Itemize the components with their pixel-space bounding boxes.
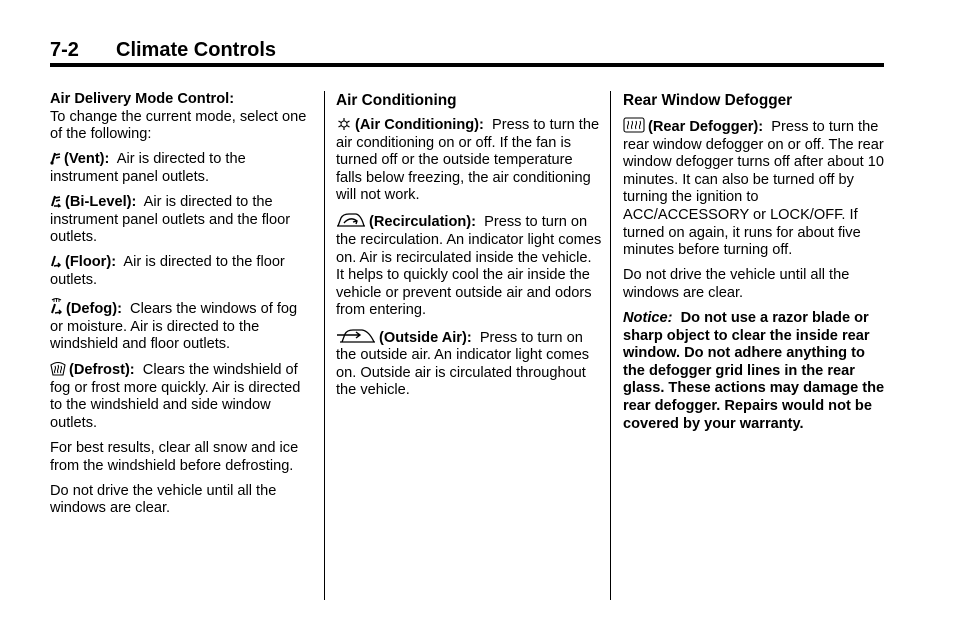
page-header bbox=[50, 38, 884, 62]
floor-text: Air is directed to the floor outlets. bbox=[50, 254, 285, 288]
column-air-conditioning bbox=[336, 91, 602, 407]
do-not-drive-paragraph: Do not drive the vehicle until all the windows are clear. bbox=[50, 482, 277, 517]
defog-label: (Defog): bbox=[66, 300, 122, 317]
notice-paragraph bbox=[623, 310, 885, 433]
defog-icon bbox=[50, 297, 63, 315]
floor-label: (Floor): bbox=[65, 254, 117, 271]
defrost-paragraph bbox=[50, 361, 314, 432]
column-divider bbox=[610, 91, 611, 600]
vent-text: Air is directed to the instrument panel outlets. bbox=[50, 151, 246, 185]
rear-defogger-icon bbox=[623, 117, 645, 133]
bilevel-label: (Bi-Level): bbox=[65, 193, 137, 210]
best-results-paragraph: For best results, clear all snow and ice from the windshield before defrosting. bbox=[50, 440, 299, 474]
floor-icon bbox=[50, 254, 62, 268]
defog-paragraph bbox=[50, 297, 314, 354]
ac-label: (Air Conditioning): bbox=[355, 117, 484, 133]
bilevel-paragraph bbox=[50, 194, 314, 247]
ac-text: Press to turn the air conditioning on or off. If the fan is turned off or the outside temperature falls below freezing, the air conditioning will not work. bbox=[336, 117, 600, 204]
outside-air-text: Press to turn on the outside air. An indicator light comes on. Outside air is circulated throughout the vehicle. bbox=[336, 329, 590, 399]
do-not-drive-paragraph: Do not drive the vehicle until all the windows are clear. bbox=[623, 267, 850, 301]
rear-defogger-label: (Rear Defogger): bbox=[648, 119, 764, 135]
ac-paragraph bbox=[336, 117, 602, 205]
notice-label: Notice: bbox=[623, 309, 673, 326]
defrost-icon bbox=[50, 361, 66, 376]
header-rule bbox=[50, 63, 884, 67]
floor-paragraph bbox=[50, 254, 314, 289]
rear-defogger-paragraph bbox=[623, 117, 885, 260]
vent-icon bbox=[50, 151, 61, 165]
bi-level-icon bbox=[50, 194, 62, 208]
recirculation-icon bbox=[336, 212, 366, 228]
rear-defogger-heading: Rear Window Defogger bbox=[623, 92, 793, 109]
rear-defogger-text: Press to turn the rear window defogger on or off. The rear window defogger turns off after about 10 minutes. It can also be turned off by turning the ignition to ACC/ACCESSORY or LOCK/OFF. If turned on again, it runs for about five minutes before turning off. bbox=[623, 119, 884, 259]
outside-air-icon bbox=[336, 328, 376, 344]
bilevel-text: Air is directed to the instrument panel outlets and the floor outlets. bbox=[50, 193, 291, 246]
vent-paragraph bbox=[50, 151, 314, 186]
page-number: 7-2 bbox=[50, 39, 79, 61]
column-air-delivery bbox=[50, 91, 314, 525]
recirculation-label: (Recirculation): bbox=[369, 214, 477, 231]
defrost-text: Clears the windshield of fog or frost more quickly. Air is directed to the windshield and side window outlets. bbox=[50, 362, 301, 431]
outside-air-paragraph bbox=[336, 328, 602, 400]
column-rear-defogger bbox=[623, 91, 885, 441]
defog-text: Clears the windows of fog or moisture. Air is directed to the windshield and floor outlets. bbox=[50, 300, 298, 353]
column-divider bbox=[324, 91, 325, 600]
snowflake-icon bbox=[336, 117, 352, 131]
air-conditioning-heading: Air Conditioning bbox=[336, 92, 457, 109]
section-title: Climate Controls bbox=[116, 39, 277, 61]
air-delivery-intro: To change the current mode, select one of the following: bbox=[50, 108, 307, 143]
recirculation-text: Press to turn on the recirculation. An indicator light comes on. Air is recirculated inside the vehicle. It helps to quickly cool the air inside the vehicle or prevent outside air and odors from entering. bbox=[336, 214, 602, 319]
notice-text: Do not use a razor blade or sharp object to clear the inside rear window. Do not adhere anything to the defogger grid lines in the rear glass. These actions may damage the rear defogger. Repairs would not be covered by your warranty. bbox=[623, 309, 885, 432]
vent-label: (Vent): bbox=[64, 151, 110, 168]
outside-air-label: (Outside Air): bbox=[379, 329, 472, 346]
air-delivery-heading: Air Delivery Mode Control: bbox=[50, 91, 235, 107]
recirculation-paragraph bbox=[336, 212, 602, 320]
defrost-label: (Defrost): bbox=[69, 362, 135, 379]
